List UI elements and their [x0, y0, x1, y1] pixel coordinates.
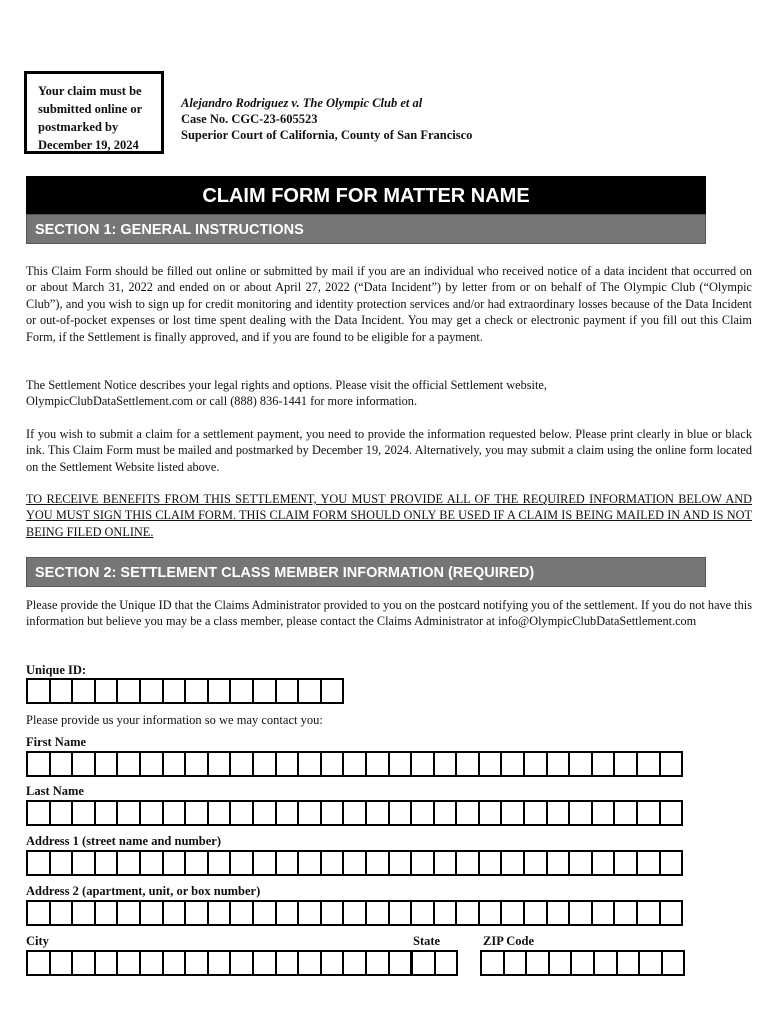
case-number: Case No. CGC-23-605523 — [181, 112, 318, 126]
address-2-label: Address 2 (apartment, unit, or box number) — [26, 884, 261, 898]
case-title: Alejandro Rodriguez v. The Olympic Club et al — [181, 96, 423, 110]
address-2-field[interactable] — [26, 900, 683, 926]
state-field[interactable] — [411, 950, 458, 976]
required-info-notice: TO RECEIVE BENEFITS FROM THIS SETTLEMENT, YOU MUST PROVIDE ALL OF THE REQUIRED INFORMATION BELOW AND YOU MUST SIGN THIS CLAIM FORM. THIS CLAIM FORM SHOULD ONLY BE USED IF A CLAIM IS BEING MAILED IN AND IS NOT BEING FILED ONLINE. — [26, 492, 752, 539]
deadline-line-3: postmarked by — [38, 120, 119, 134]
instructions-paragraph-2-line-2: OlympicClubDataSettlement.com or call (888) 836-1441 for more information. — [26, 394, 418, 409]
last-name-field[interactable] — [26, 800, 683, 826]
unique-id-label: Unique ID: — [26, 663, 87, 677]
first-name-label: First Name — [26, 735, 87, 749]
unique-id-instructions: Please provide the Unique ID that the Claims Administrator provided to you on the postcard notifying you of the settlement. If you do not have this information but believe you may be a class member, please contact the Claims Administrator at info@OlympicClubDataSettlement.com — [26, 598, 752, 629]
deadline-line-1: Your claim must be — [38, 84, 142, 98]
city-field[interactable] — [26, 950, 412, 976]
instructions-paragraph-2-line-1: The Settlement Notice describes your legal rights and options. Please visit the official Settlement website, — [26, 378, 547, 392]
unique-id-field[interactable] — [26, 678, 344, 704]
zip-code-label: ZIP Code — [483, 934, 535, 948]
state-label: State — [413, 934, 441, 948]
city-label: City — [26, 934, 49, 948]
instructions-paragraph-2 — [26, 377, 752, 410]
instructions-paragraph-1: This Claim Form should be filled out online or submitted by mail if you are an individual who received notice of a data incident that occurred on or about March 31, 2022 and ended on or about April 27, 2022 (“Data Incident”) by letter from or on behalf of The Olympic Club (“Olympic Club”), and you wish to sign up for credit monitoring and identity protection services and/or had extraordinary losses because of the Data Incident or out-of-pocket expenses or lost time spent dealing with the Data Incident. You may get a check or electronic payment if you fill out this Claim Form, if the Settlement is finally approved, and if you are found to be eligible for a payment. — [26, 264, 752, 344]
zip-code-field[interactable] — [480, 950, 685, 976]
claim-deadline-box — [24, 71, 164, 154]
instructions-paragraph-3: If you wish to submit a claim for a settlement payment, you need to provide the information requested below. Please print clearly in blue or black ink. This Claim Form must be mailed and postmarked by December 19, 2024. Alternatively, you may submit a claim using the online form located on the Settlement Website listed above. — [26, 427, 752, 474]
deadline-line-4: December 19, 2024 — [38, 138, 139, 152]
deadline-line-2: submitted online or — [38, 102, 143, 116]
form-title: CLAIM FORM FOR MATTER NAME — [26, 176, 706, 214]
section-2-heading: SECTION 2: SETTLEMENT CLASS MEMBER INFORMATION (REQUIRED) — [26, 557, 706, 587]
section-1-heading: SECTION 1: GENERAL INSTRUCTIONS — [26, 214, 706, 244]
last-name-label: Last Name — [26, 784, 84, 798]
court-name: Superior Court of California, County of San Francisco — [181, 128, 473, 142]
contact-prompt: Please provide us your information so we may contact you: — [26, 713, 323, 727]
first-name-field[interactable] — [26, 751, 683, 777]
case-info — [181, 95, 472, 143]
address-1-field[interactable] — [26, 850, 683, 876]
address-1-label: Address 1 (street name and number) — [26, 834, 222, 848]
